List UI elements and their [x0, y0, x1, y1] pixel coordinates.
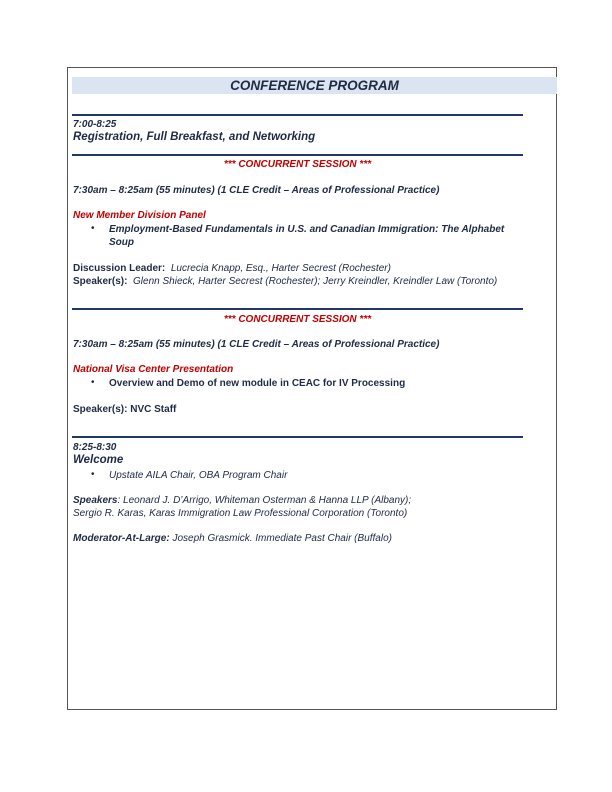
session1-bullet-line2: Soup [109, 237, 134, 248]
divider [72, 308, 523, 310]
block1-time: 7:00-8:25 [73, 119, 117, 130]
moderator-label: Moderator-At-Large: [73, 533, 170, 544]
divider [72, 154, 523, 156]
session1-panel-title: New Member Division Panel [73, 210, 206, 221]
bullet-icon: • [91, 223, 95, 234]
divider [72, 114, 523, 116]
session1-bullet-line1: Employment-Based Fundamentals in U.S. and Canadian Immigration: The Alphabet [109, 224, 505, 235]
bullet-icon: • [91, 377, 95, 388]
session1-time-credit: 7:30am – 8:25am (55 minutes) (1 CLE Credit – Areas of Professional Practice) [73, 185, 440, 196]
session2-banner: *** CONCURRENT SESSION *** [223, 314, 372, 325]
block3-speakers-line2: Sergio R. Karas, Karas Immigration Law Professional Corporation (Toronto) [73, 508, 408, 519]
session1-speakers [73, 275, 497, 288]
block3-speakers-value: : Leonard J. D’Arrigo, Whiteman Osterman & Hanna LLP (Albany); [117, 495, 412, 506]
divider [72, 436, 523, 438]
moderator-value: Joseph Grasmick. Immediate Past Chair (Buffalo) [169, 533, 392, 544]
block3-bullet: Upstate AILA Chair, OBA Program Chair [109, 470, 288, 481]
bullet-icon: • [91, 469, 95, 480]
session2-time-credit: 7:30am – 8:25am (55 minutes) (1 CLE Credit – Areas of Professional Practice) [73, 339, 440, 350]
speakers-label: Speaker(s): [73, 276, 128, 287]
session2-bullet: Overview and Demo of new module in CEAC for IV Processing [109, 378, 406, 389]
speakers-value: Glenn Shieck, Harter Secrest (Rochester); Jerry Kreindler, Kreindler Law (Toronto) [133, 276, 498, 287]
session2-panel-title: National Visa Center Presentation [73, 364, 234, 375]
leader-value: Lucrecia Knapp, Esq., Harter Secrest (Rochester) [170, 263, 391, 274]
page-title: CONFERENCE PROGRAM [72, 77, 557, 94]
session2-speakers: Speaker(s): NVC Staff [73, 404, 177, 415]
block3-heading: Welcome [73, 454, 124, 466]
session1-leader [73, 262, 391, 275]
block3-speakers-label: Speakers [73, 495, 118, 506]
block3-moderator [73, 532, 392, 545]
block3-speakers-line1 [73, 494, 411, 507]
block3-time: 8:25-8:30 [73, 442, 117, 453]
session1-banner: *** CONCURRENT SESSION *** [223, 159, 372, 170]
block1-heading: Registration, Full Breakfast, and Networking [73, 131, 316, 143]
leader-label: Discussion Leader: [73, 263, 166, 274]
